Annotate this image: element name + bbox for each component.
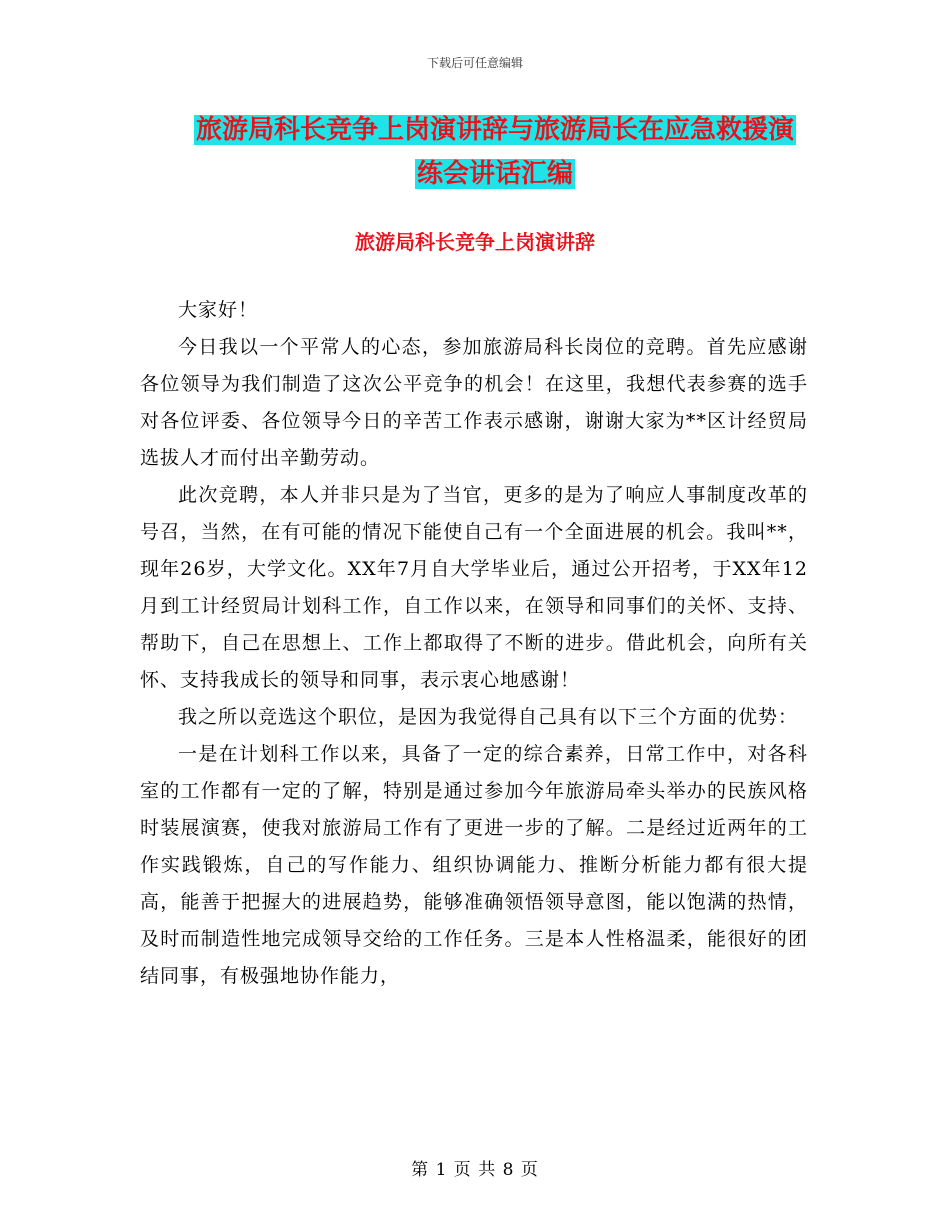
- main-title-line1: 旅游局科长竞争上岗演讲辞与旅游局长在应急救援演: [195, 115, 794, 145]
- paragraph: 今日我以一个平常人的心态，参加旅游局科长岗位的竞聘。首先应感谢各位领导为我们制造了这次公平竞争的机会！在这里，我想代表参赛的选手对各位评委、各位领导今日的辛苦工作表示感谢，谢谢大家为**区计经贸局选拔人才而付出辛勤劳动。: [140, 336, 808, 469]
- page-footer: 第 1 页 共 8 页: [411, 1160, 539, 1180]
- paragraph: 此次竞聘，本人并非只是为了当官，更多的是为了响应人事制度改革的号召，当然，在有可能的情况下能使自己有一个全面进展的机会。我叫**，现年26岁，大学文化。XX年7月自大学毕业后，通过公开招考，于XX年12月到工计经贸局计划科工作，自工作以来，在领导和同事们的关怀、支持、帮助下，自己在思想上、工作上都取得了不断的进步。借此机会，向所有关怀、支持我成长的领导和同事，表示衷心地感谢！: [140, 484, 808, 691]
- main-title: [175, 108, 815, 196]
- section-title: 旅游局科长竞争上岗演讲辞: [355, 230, 595, 254]
- main-title-line2: 练会讲话汇编: [416, 159, 573, 189]
- paragraph: 一是在计划科工作以来，具备了一定的综合素养，日常工作中，对各科室的工作都有一定的了解，特别是通过参加今年旅游局牵头举办的民族风格时装展演赛，使我对旅游局工作有了更进一步的了解。二是经过近两年的工作实践锻炼，自己的写作能力、组织协调能力、推断分析能力都有很大提高，能善于把握大的进展趋势，能够准确领悟领导意图，能以饱满的热情，及时而制造性地完成领导交给的工作任务。三是本人性格温柔，能很好的团结同事，有极强地协作能力，: [140, 743, 808, 987]
- header-note: 下载后可任意编辑: [426, 56, 523, 70]
- body-text: [140, 292, 808, 995]
- paragraph-greeting: 大家好！: [178, 299, 259, 321]
- paragraph: 我之所以竞选这个职位，是因为我觉得自己具有以下三个方面的优势：: [178, 706, 799, 728]
